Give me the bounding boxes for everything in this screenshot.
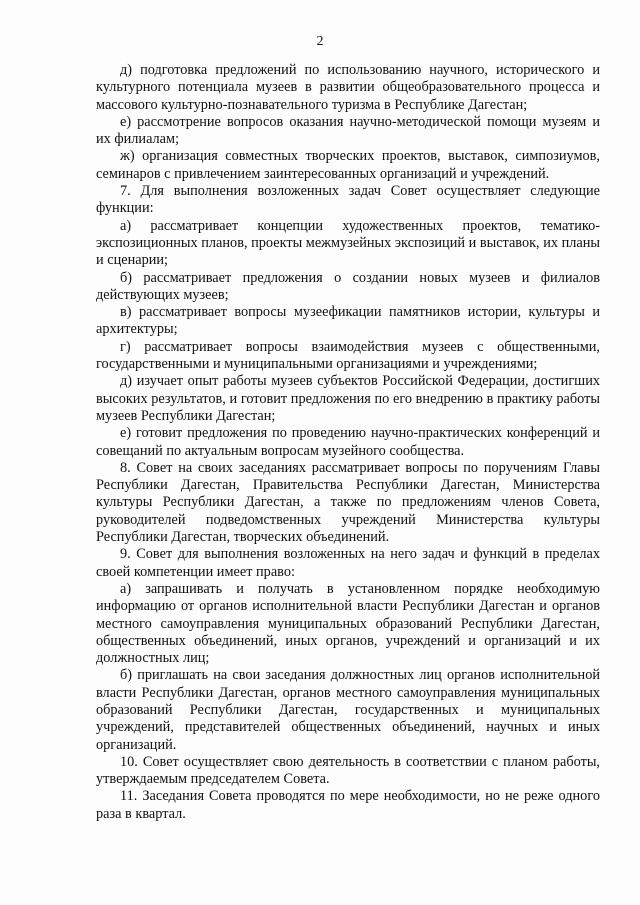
paragraph-7-v: в) рассматривает вопросы музеефикации памятников истории, культуры и архитектуры; xyxy=(96,304,600,338)
paragraph-1-d: д) подготовка предложений по использованию научного, исторического и культурного потенциала музеев в развитии общеобразовательного процесса и массового культурно-познавательного туризма в Республике Дагестан; xyxy=(96,62,600,113)
document-body xyxy=(96,62,600,823)
paragraph-7-a: а) рассматривает концепции художественных проектов, тематико-экспозиционных планов, проекты межмузейных экспозиций и выставок, их планы и сценарии; xyxy=(96,217,600,269)
paragraph-1-zh: ж) организация совместных творческих проектов, выставок, симпозиумов, семинаров с привлечением заинтересованных организаций и учреждений. xyxy=(96,148,600,182)
paragraph-9-b: б) приглашать на свои заседания должностных лиц органов исполнительной власти Республики Дагестан, органов местного самоуправления муниципальных образований Республики Дагестан, государственных и муниципальных учреждений, представителей общественных объединений, научных и иных организаций. xyxy=(96,667,600,753)
paragraph-11: 11. Заседания Совета проводятся по мере необходимости, но не реже одного раза в квартал. xyxy=(96,788,600,822)
paragraph-9-a: а) запрашивать и получать в установленном порядке необходимую информацию от органов исполнительной власти Республики Дагестан и органов местного самоуправления муниципальных образований Республики Дагестан, общественных объединений, иных органов, учреждений и организаций и их должностных лиц; xyxy=(96,580,600,667)
paragraph-10: 10. Совет осуществляет свою деятельность в соответствии с планом работы, утверждаемым председателем Совета. xyxy=(96,753,600,788)
paragraph-7-d: д) изучает опыт работы музеев субъектов Российской Федерации, достигших высоких результатов, и готовит предложения по его внедрению в практику работы музеев Республики Дагестан; xyxy=(96,373,600,424)
paragraph-8: 8. Совет на своих заседаниях рассматривает вопросы по поручениям Главы Республики Дагестан, Правительства Республики Дагестан, Министерства культуры Республики Дагестан, а также по предложениям членов Совета, руководителей подведомственных учреждений Министерства культуры Республики Дагестан, творческих объединений. xyxy=(96,459,600,546)
paragraph-7-e: е) готовит предложения по проведению научно-практических конференций и совещаний по актуальным вопросам музейного сообщества. xyxy=(96,425,600,459)
paragraph-7-b: б) рассматривает предложения о создании новых музеев и филиалов действующих музеев; xyxy=(96,269,600,303)
paragraph-9: 9. Совет для выполнения возложенных на него задач и функций в пределах своей компетенции имеет право: xyxy=(96,546,600,580)
paragraph-7-g: г) рассматривает вопросы взаимодействия музеев с общественными, государственными и муниципальными организациями и учреждениями; xyxy=(96,338,600,373)
paragraph-7: 7. Для выполнения возложенных задач Совет осуществляет следующие функции: xyxy=(96,183,600,217)
page-number: 2 xyxy=(316,34,324,49)
paragraph-1-e: е) рассмотрение вопросов оказания научно-методической помощи музеям и их филиалам; xyxy=(96,113,600,148)
